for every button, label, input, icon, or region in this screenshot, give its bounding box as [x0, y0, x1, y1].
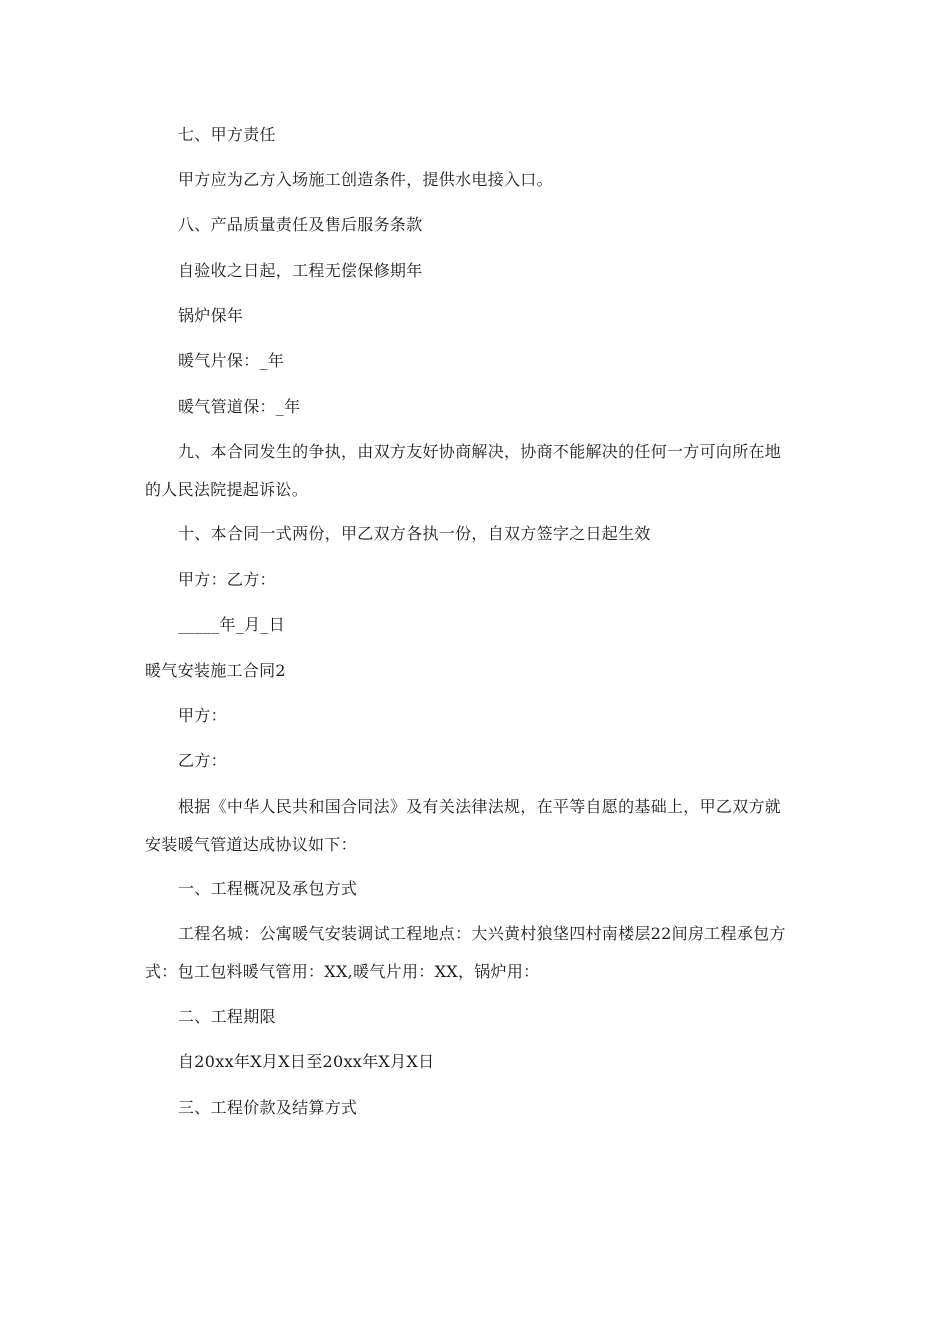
paragraph: 甲方应为乙方入场施工创造条件，提供水电接入口。 — [178, 170, 553, 189]
section-heading-3: 三、工程价款及结算方式 — [178, 1098, 358, 1117]
party-b: 乙方： — [178, 751, 227, 770]
paragraph: 自验收之日起，工程无偿保修期年 — [178, 261, 423, 280]
section-heading-9: 九、本合同发生的争执，由双方友好协商解决，协商不能解决的任何一方可向所在地 — [178, 442, 782, 461]
paragraph: 暖气片保：_年 — [178, 351, 285, 370]
section-heading-8: 八、产品质量责任及售后服务条款 — [178, 215, 423, 234]
section-heading-7: 七、甲方责任 — [178, 125, 276, 144]
paragraph-continuation: 的人民法院提起诉讼。 — [145, 480, 309, 499]
section-heading-2: 二、工程期限 — [178, 1007, 276, 1026]
section-heading-10: 十、本合同一式两份，甲乙双方各执一份，自双方签字之日起生效 — [178, 524, 651, 543]
paragraph: 暖气管道保：_年 — [178, 397, 301, 416]
paragraph: 工程名城：公寓暖气安装调试工程地点：大兴黄村狼垡四村南楼层22间房工程承包方 — [178, 924, 786, 943]
signature-date: _____年_月_日 — [178, 615, 285, 634]
section-heading-1: 一、工程概况及承包方式 — [178, 879, 358, 898]
contract-title: 暖气安装施工合同2 — [145, 661, 286, 680]
paragraph-continuation: 式：包工包料暖气管用：XX,暖气片用：XX，锅炉用： — [145, 962, 540, 981]
paragraph: 自20xx年X月X日至20xx年X月X日 — [178, 1052, 435, 1071]
paragraph: 根据《中华人民共和国合同法》及有关法律法规，在平等自愿的基础上，甲乙双方就 — [178, 797, 782, 816]
signature-parties: 甲方：乙方： — [178, 570, 276, 589]
paragraph: 锅炉保年 — [178, 306, 244, 325]
party-a: 甲方： — [178, 706, 227, 725]
paragraph-continuation: 安装暖气管道达成协议如下： — [145, 835, 357, 854]
